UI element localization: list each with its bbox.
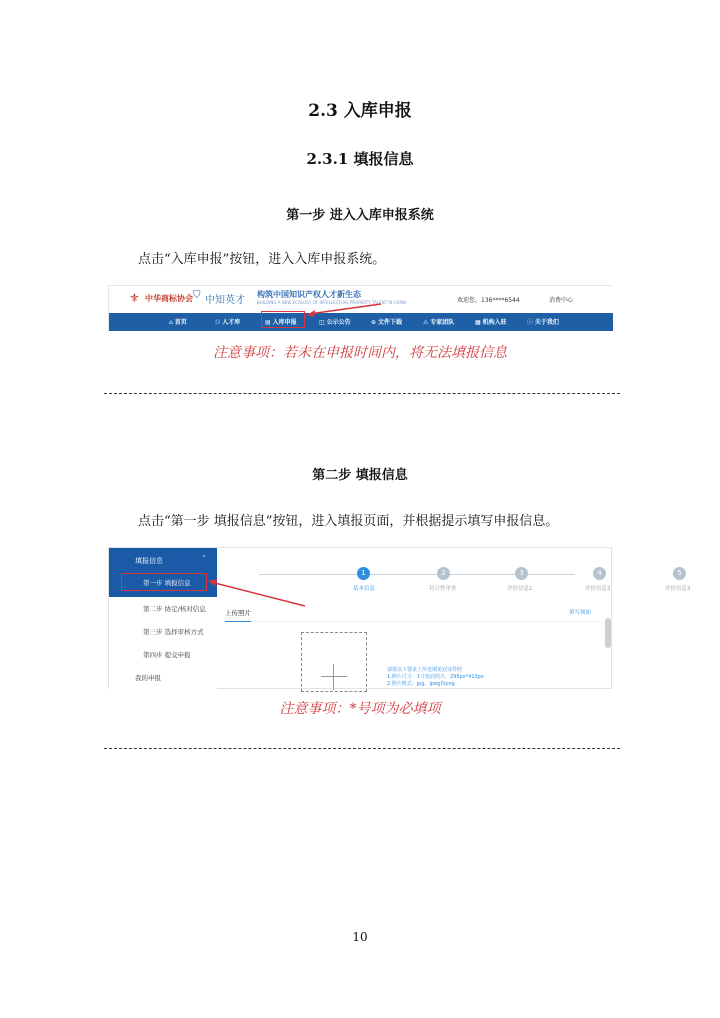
welcome-text: 欢迎您，136****6544 [457,297,520,304]
step-label: 评价信息3 [665,586,691,592]
site-slogan: 构筑中国知识产权人才新生态 [257,290,361,299]
upload-hint: 请按以下要求上传近期免冠证件照 [387,667,463,673]
step-dot[interactable]: 3 [515,567,528,580]
nav-notice[interactable]: ◫ 公示公告 [319,319,351,326]
upload-hint: 2.照片格式：jpg、jpeg和png [387,681,455,687]
page-number: 10 [352,930,368,944]
arrow-icon [109,286,613,332]
nav-talent[interactable]: ⚇ 人才库 [215,319,241,326]
step1-title: 第一步 进入入库申报系统 [286,208,434,223]
tab-upload-photo[interactable]: 上传照片 [225,609,251,617]
step-label: 评价信息1 [507,586,533,592]
divider [104,748,620,749]
sidebar-item-step2[interactable]: 第二步 协定/核对信息 [143,605,206,613]
user-center-link[interactable]: 消费中心 [549,297,574,304]
logo-icon: ⚜ [129,291,140,305]
divider [104,393,620,394]
logo-association: 中华商标协会 [145,294,193,303]
nav-institutions[interactable]: ▦ 机构入驻 [475,319,507,326]
step-dot[interactable]: 2 [437,567,450,580]
step2-title: 第二步 填报信息 [312,468,408,483]
shield-logo-icon: ⛉ [193,290,201,301]
sidebar-header-label: 填报信息 [135,557,163,565]
nav-experts[interactable]: ⚠ 专家团队 [423,319,455,326]
sidebar-item-step3[interactable]: 第三步 选择审核方式 [143,628,204,636]
sidebar-item-step4[interactable]: 第四步 提交申报 [143,651,191,659]
upload-hint: 1.照片尺寸：1寸蓝底照片，295px*413px [387,674,484,680]
screenshot-form [108,547,691,689]
step-label: 基本信息 [353,586,376,592]
step-label: 符合性审查 [429,586,457,592]
site-slogan-sub: BUILDING A NEW ECOLOGY OF INTELLECTUAL PROPERTY TALENT IN CHINA [257,300,407,305]
step-dot[interactable]: 5 [673,567,686,580]
nav-download[interactable]: ⊕ 文件下载 [371,319,402,326]
step2-instruction: 点击“第一步 填报信息”按钮，进入填报页面，并根据提示填写申报信息。 [138,514,559,529]
step1-note: 注意事项：若未在申报时间内，将无法填报信息 [213,345,507,361]
nav-apply[interactable]: ▤ 入库申报 [265,319,297,326]
sidebar-item-my-apply[interactable]: 我的申报 [135,674,161,682]
step-dot[interactable]: 4 [593,567,606,580]
section-title: 2.3 入库申报 [308,101,412,121]
step2-note: 注意事项：*号项为必填项 [279,701,441,717]
nav-home[interactable]: ⌂ 首页 [169,319,187,326]
logo-brand: 中知英才 [205,295,245,306]
arrow-icon [109,548,613,690]
subsection-title: 2.3.1 填报信息 [306,150,414,168]
nav-about[interactable]: ⓘ 关于我们 [527,319,559,326]
step-label: 评价信息2 [585,586,611,592]
guide-link[interactable]: 填写须知 [569,610,592,616]
sidebar-item-step1[interactable]: 第一步 填报信息 [143,579,191,587]
chevron-up-icon: ⌃ [201,554,207,562]
step1-instruction: 点击“入库申报”按钮，进入入库申报系统。 [138,252,386,267]
screenshot-nav-bar [108,285,612,331]
step-dot[interactable]: 1 [357,567,370,580]
